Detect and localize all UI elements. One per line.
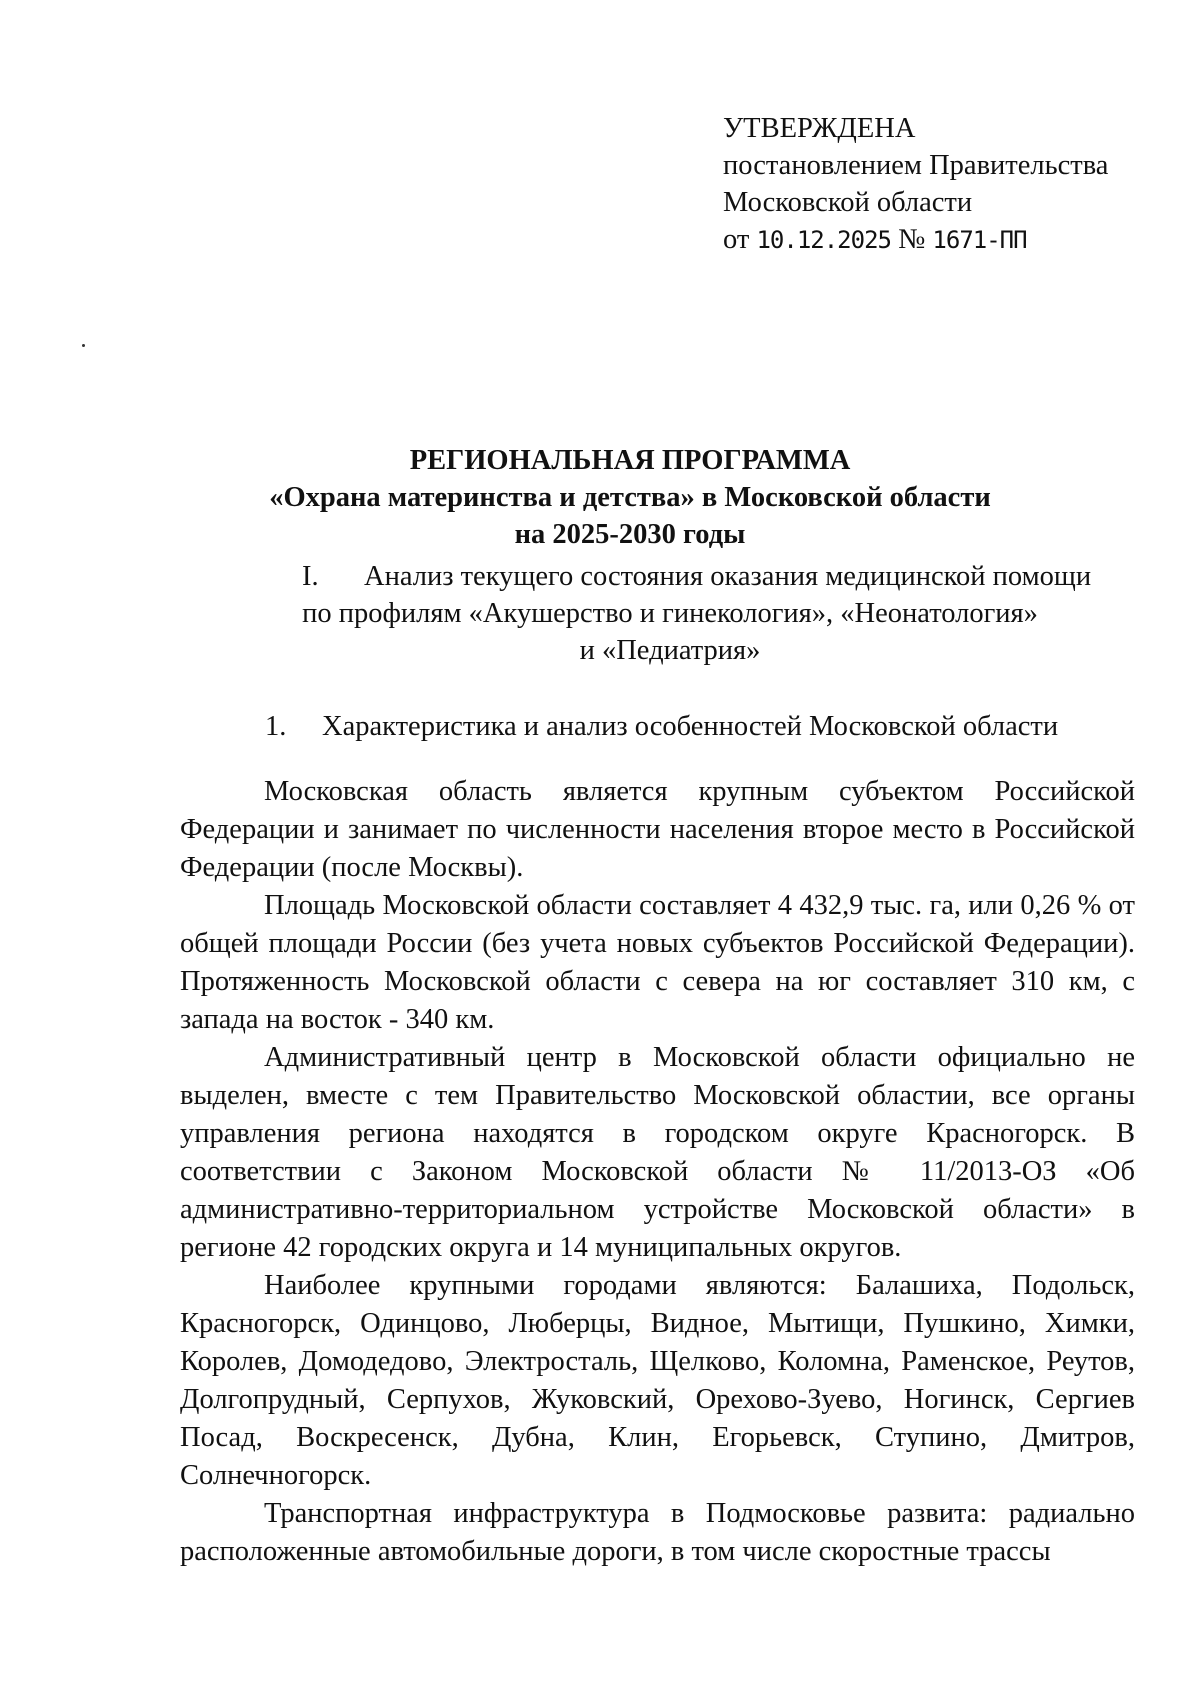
- approval-status: УТВЕРЖДЕНА: [723, 113, 916, 144]
- approval-stamp: [723, 110, 1108, 259]
- subsection-heading: [265, 708, 1058, 745]
- number-prefix: №: [898, 224, 926, 255]
- title-line-2: «Охрана материнства и детства» в Московской области: [269, 482, 991, 513]
- approval-line-3: Московской области: [723, 187, 973, 218]
- section-line-1: Анализ текущего состояния оказания медицинской помощи: [364, 561, 1092, 592]
- paragraph: Наиболее крупными городами являются: Балашиха, Подольск, Красногорск, Одинцово, Люберцы, Видное, Мытищи, Пушкино, Химки, Королев, Домодедово, Электросталь, Щелково, Коломна, Раменское, Реутов, Долгопрудный, Серпухов, Жуковский, Орехово-Зуево, Ногинск, Сергиев Посад, Воскресенск, Дубна, Клин, Егорьевск, Ступино, Дмитров, Солнечногорск.: [180, 1270, 1135, 1491]
- body-text: [180, 773, 1135, 1571]
- approval-date: 10.12.2025: [756, 226, 891, 254]
- section-number: I.: [302, 561, 319, 592]
- title-line-3: на 2025-2030 годы: [514, 519, 746, 550]
- subsection-title: Характеристика и анализ особенностей Московской области: [322, 711, 1059, 742]
- paragraph: Московская область является крупным субъектом Российской Федерации и занимает по численности населения второе место в Российской Федерации (после Москвы).: [180, 776, 1135, 883]
- approval-number: 1671-ПП: [932, 226, 1027, 254]
- subsection-number: 1.: [265, 711, 287, 742]
- section-heading: [290, 558, 1110, 669]
- approval-date-line: [723, 221, 1108, 259]
- date-prefix: от: [723, 224, 750, 255]
- title-line-1: РЕГИОНАЛЬНАЯ ПРОГРАММА: [409, 445, 851, 476]
- paragraph: Площадь Московской области составляет 4 432,9 тыс. га, или 0,26 % от общей площади России (без учета новых субъектов Российской Федерации). Протяженность Московской области с севера на юг составляет 310 км, с запада на восток - 340 км.: [180, 890, 1135, 1035]
- section-line-3: и «Педиатрия»: [579, 635, 761, 666]
- paragraph: Административный центр в Московской области официально не выделен, вместе с тем Правительство Московской областии, все органы управления региона находятся в городском округе Красногорск. В соответствии с Законом Московской области № 11/2013-ОЗ «Об административно-территориальном устройстве Московской области» в регионе 42 городских округа и 14 муниципальных округов.: [180, 1042, 1135, 1263]
- approval-line-2: постановлением Правительства: [723, 150, 1109, 181]
- section-line-2: по профилям «Акушерство и гинекология», «Неонатология»: [302, 598, 1038, 629]
- scan-speck: [82, 344, 85, 347]
- program-title: [0, 442, 1200, 553]
- paragraph: Транспортная инфраструктура в Подмосковье развита: радиально расположенные автомобильные дороги, в том числе скоростные трассы: [180, 1498, 1135, 1567]
